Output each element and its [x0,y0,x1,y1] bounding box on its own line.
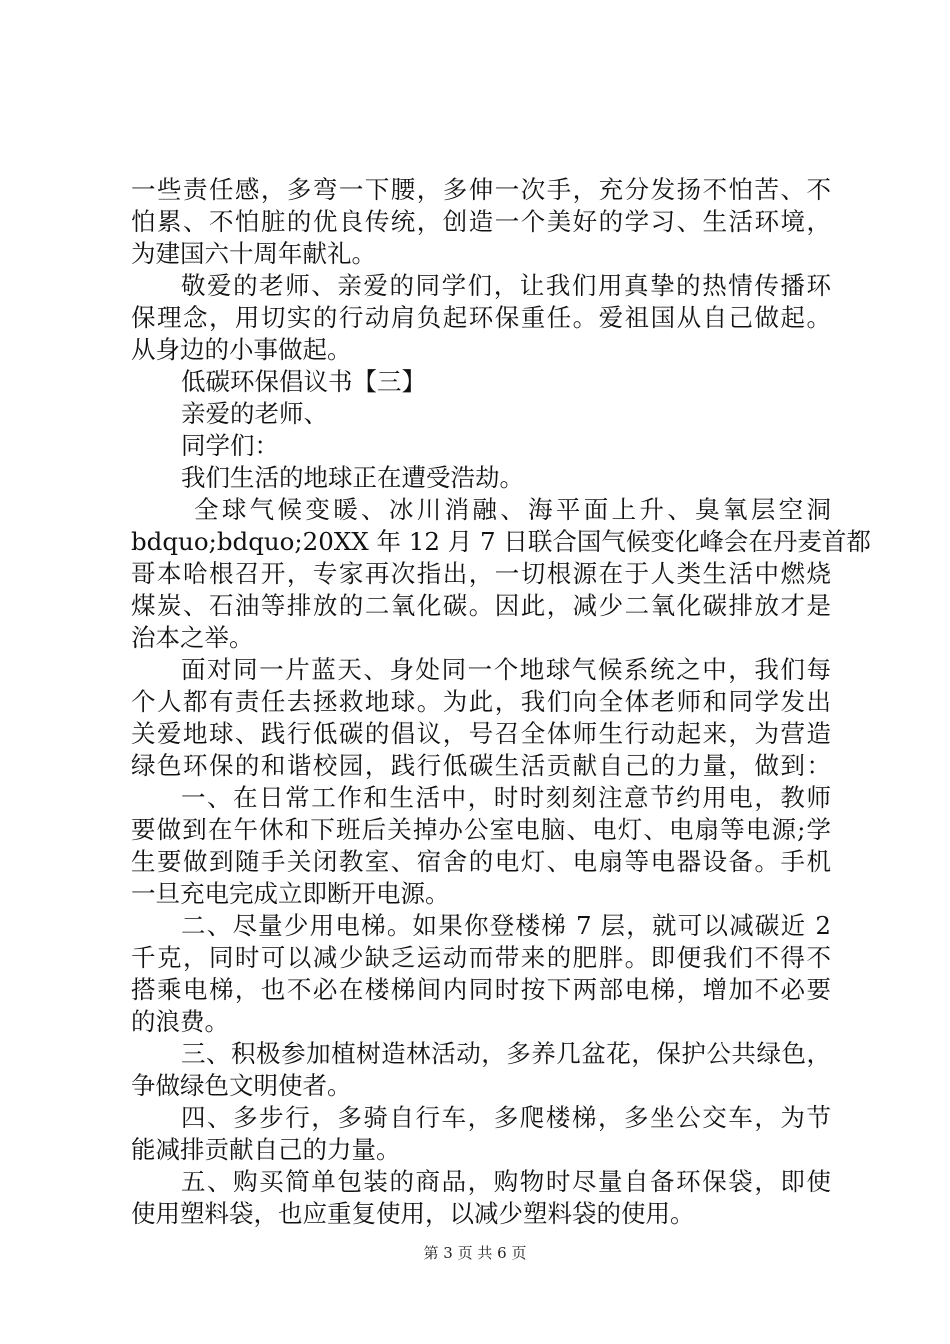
text-line: 二、尽量少用电梯。如果你登楼梯 7 层，就可以减碳近 2 [181,911,831,940]
salutation: 同学们： [181,431,279,460]
text-line: 四、多步行，多骑自行车，多爬楼梯，多坐公交车，为节 [181,1103,831,1132]
text-line: 为建国六十周年献礼。 [131,239,376,268]
text-line: 争做绿色文明使者。 [131,1071,352,1100]
text-line: 搭乘电梯，也不必在楼梯间内同时按下两部电梯，增加不必要 [131,975,831,1004]
text-line: 敬爱的老师、亲爱的同学们，让我们用真挚的热情传播环 [181,271,831,300]
text-line: 的浪费。 [131,1007,229,1036]
text-line: 一旦充电完成立即断开电源。 [131,879,450,908]
text-line: 怕累、不怕脏的优良传统，创造一个美好的学习、生活环境， [131,207,831,236]
text-line: 三、积极参加植树造林活动，多养几盆花，保护公共绿色， [181,1039,831,1068]
text-line: bdquo;bdquo;20XX 年 12 月 7 日联合国气候变化峰会在丹麦首都 [131,527,871,556]
salutation: 亲爱的老师、 [181,399,328,428]
text-line: 要做到在午休和下班后关掉办公室电脑、电灯、电扇等电源;学 [131,815,831,844]
text-line: 五、购买简单包装的商品，购物时尽量自备环保袋，即使 [181,1167,831,1196]
text-line: 一些责任感，多弯一下腰，多伸一次手，充分发扬不怕苦、不 [131,175,831,204]
page-number-footer: 第 3 页 共 6 页 [423,1244,527,1262]
text-line: 能减排贡献自己的力量。 [131,1135,401,1164]
text-line: 治本之举。 [131,623,254,652]
text-line: 我们生活的地球正在遭受浩劫。 [181,463,524,492]
section-heading: 低碳环保倡议书【三】 [181,367,426,396]
text-line: 一、在日常工作和生活中，时时刻刻注意节约用电，教师 [181,783,831,812]
text-line: 面对同一片蓝天、身处同一个地球气候系统之中，我们每 [181,655,831,684]
text-line: 从身边的小事做起。 [131,335,352,364]
text-line: 绿色环保的和谐校园，践行低碳生活贡献自己的力量，做到： [131,751,831,780]
text-line: 保理念，用切实的行动肩负起环保重任。爱祖国从自己做起。 [131,303,831,332]
text-line: 全球气候变暖、冰川消融、海平面上升、臭氧层空洞 [194,495,831,524]
document-body [131,174,871,1230]
text-line: 生要做到随手关闭教室、宿舍的电灯、电扇等电器设备。手机 [131,847,831,876]
text-line: 个人都有责任去拯救地球。为此，我们向全体老师和同学发出 [131,687,831,716]
text-line: 关爱地球、践行低碳的倡议，号召全体师生行动起来，为营造 [131,719,831,748]
text-line: 千克，同时可以减少缺乏运动而带来的肥胖。即便我们不得不 [131,943,831,972]
text-line: 煤炭、石油等排放的二氧化碳。因此，减少二氧化碳排放才是 [131,591,831,620]
text-line: 使用塑料袋，也应重复使用，以减少塑料袋的使用。 [131,1199,695,1228]
text-line: 哥本哈根召开，专家再次指出，一切根源在于人类生活中燃烧 [131,559,831,588]
